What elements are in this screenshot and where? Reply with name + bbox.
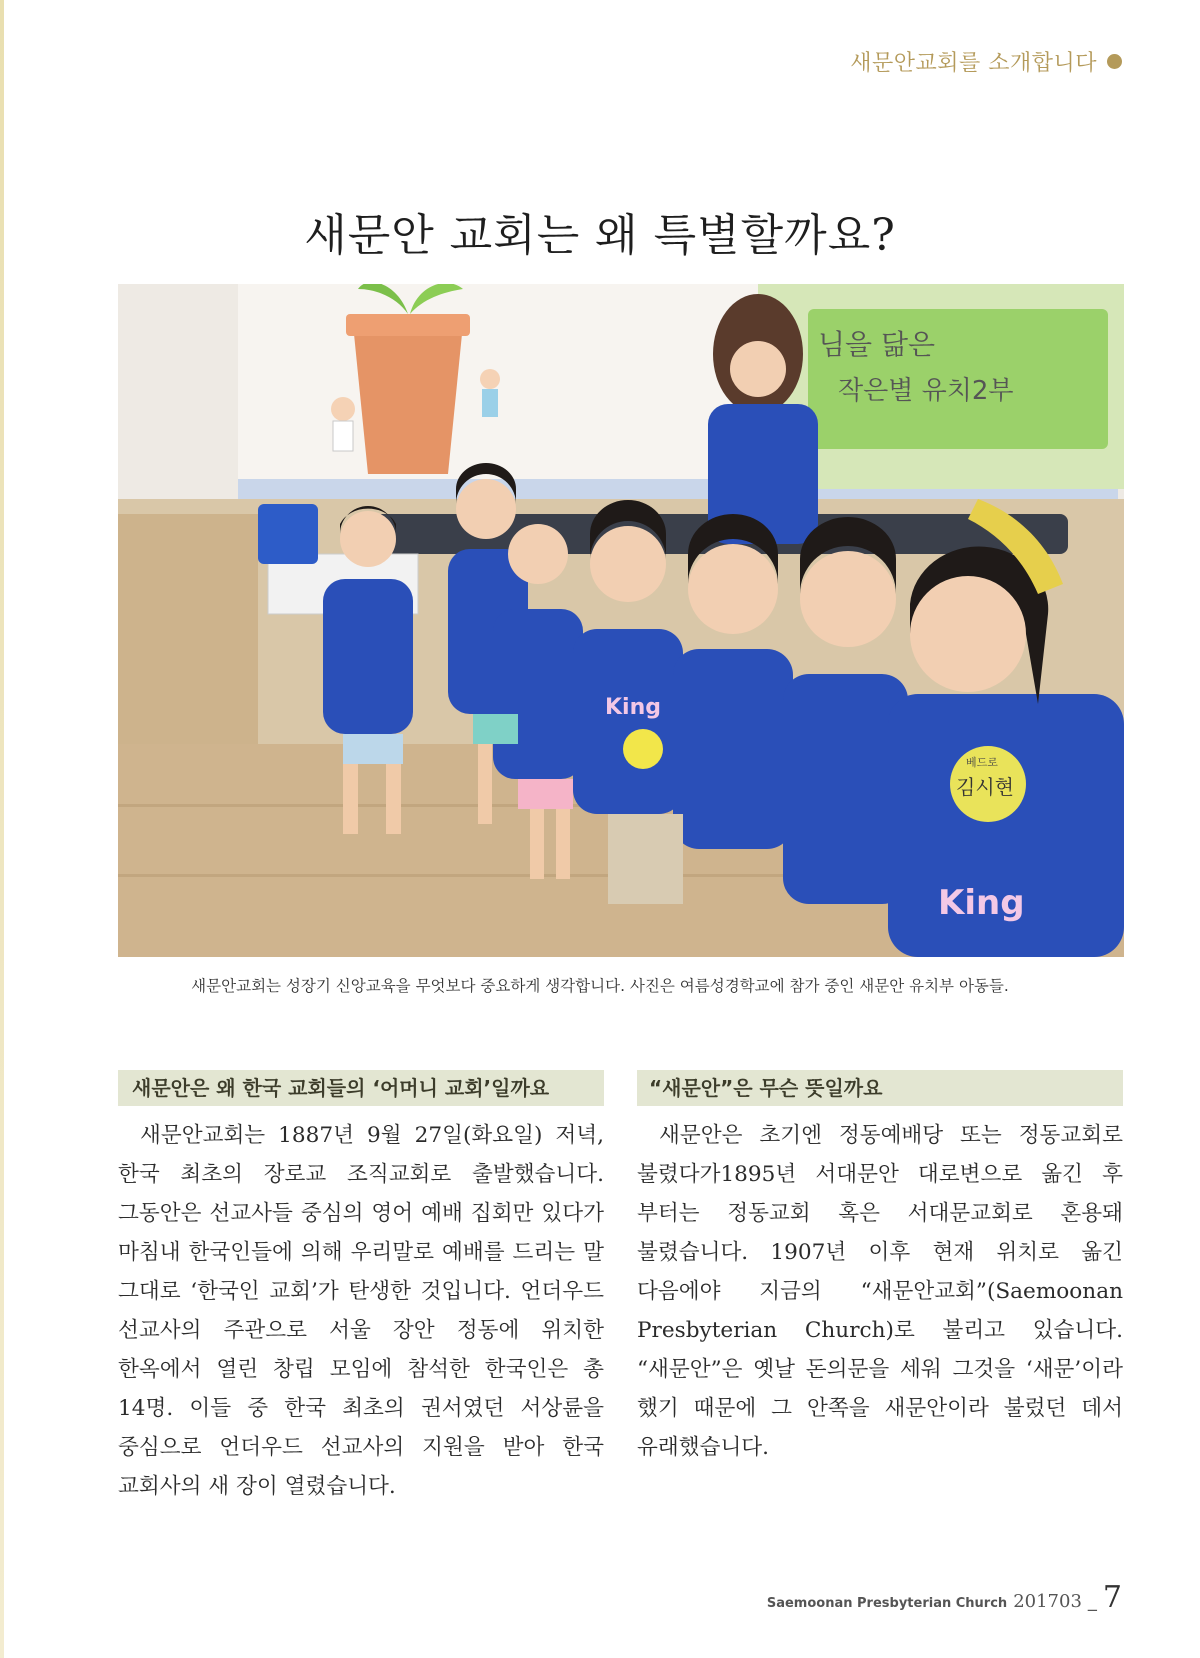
banner-text-1: 님을 닮은	[818, 328, 936, 361]
shirt-text-2: King	[938, 883, 1025, 923]
page-title: 새문안 교회는 왜 특별할까요?	[304, 210, 896, 262]
banner-text-2: 작은별 유치2부	[838, 376, 1014, 406]
bullet-dot-icon	[1107, 54, 1122, 69]
running-header-title: 새문안교회를 소개합니다	[850, 51, 1097, 76]
right-column	[637, 1070, 1123, 1467]
left-column	[118, 1070, 604, 1506]
page-footer	[767, 1580, 1122, 1615]
footer-issue: 201703	[1013, 1591, 1082, 1612]
right-section-heading: “새문안”은 무슨 뜻일까요	[637, 1070, 1123, 1106]
left-body-text: 새문안교회는 1887년 9월 27일(화요일) 저녁, 한국 최초의 장로교 조직교회로 출발했습니다. 그동안은 선교사들 중심의 영어 예배 집회만 있다가 마침내 한국인들에 의해 우리말로 예배를 드리는 말 그대로 ‘한국인 교회’가 탄생한 것입니다. 언더우드 선교사의 주관으로 서울 장안 정동에 위치한 한옥에서 열린 창립 모임에 참석한 한국인은 총 14명. 이들 중 한국 최초의 권서였던 서상륜을 중심으로 언더우드 선교사의 지원을 받아 한국 교회사의 새 장이 열렸습니다.	[118, 1123, 604, 1499]
footer-church-name: Saemoonan Presbyterian Church	[766, 1596, 1008, 1611]
page-number: 7	[1102, 1580, 1122, 1615]
running-header	[850, 46, 1122, 77]
name-tag-name: 김시현	[956, 775, 1014, 799]
left-section-heading: 새문안은 왜 한국 교회들의 ‘어머니 교회’일까요	[118, 1070, 604, 1106]
right-body-text: 새문안은 초기엔 정동예배당 또는 정동교회로 불렸다가1895년 서대문안 대로변으로 옮긴 후 부터는 정동교회 혹은 서대문교회로 혼용돼 불렸습니다. 1907년 이후 현재 위치로 옮긴 다음에야 지금의 “새문안교회”(Saemoonan Presbyterian Church)로 불리고 있습니다. “새문안”은 옛날 돈의문을 세워 그것을 ‘새문’이라 했기 때문에 그 안쪽을 새문안이라 불렀던 데서 유래했습니다.	[637, 1123, 1123, 1460]
shirt-text: King	[605, 695, 661, 720]
photo-caption: 새문안교회는 성장기 신앙교육을 무엇보다 중요하게 생각합니다. 사진은 여름성경학교에 참가 중인 새문안 유치부 아동들.	[191, 977, 1009, 995]
footer-separator: _	[1087, 1591, 1097, 1612]
name-tag-role: 베드로	[966, 756, 998, 769]
children-photo	[118, 284, 1124, 957]
